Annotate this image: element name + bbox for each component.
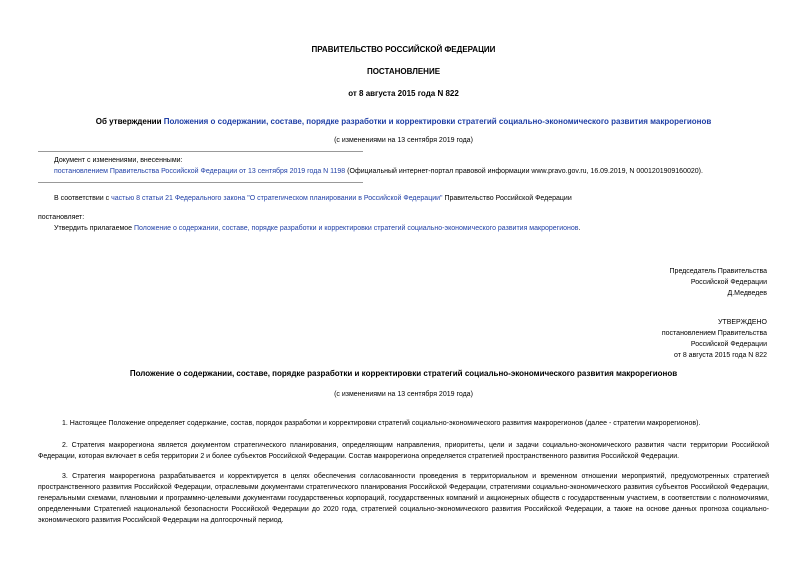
approved-country: Российской Федерации: [690, 341, 767, 348]
regulation-paragraph-1: 1. Настоящее Положение определяет содержание, состав, порядок разработки и корректировки стратегий социально-экономического развития макрорегионов (далее - стратегии макрорегионов).: [62, 420, 701, 427]
government-heading: ПРАВИТЕЛЬСТВО РОССИЙСКОЙ ФЕДЕРАЦИИ: [311, 45, 496, 54]
changes-source: (Официальный интернет-портал правовой информации www.pravo.gov.ru, 16.09.2019, N 0001201909160020).: [345, 168, 703, 175]
changes-line: [54, 168, 703, 175]
approved-date: от 8 августа 2015 года N 822: [673, 352, 767, 359]
decree-prefix: Утвердить прилагаемое: [54, 225, 135, 232]
signature-name: Д.Медведев: [727, 290, 767, 297]
changes-bottom-rule: [38, 182, 363, 183]
approved-stamp: УТВЕРЖДЕНО: [717, 319, 767, 326]
document-date: от 8 августа 2015 года N 822: [348, 89, 459, 98]
legal-basis: [54, 195, 572, 202]
document-title: [0, 117, 807, 126]
signature-position: Председатель Правительства: [669, 268, 767, 275]
changes-top-rule: [38, 151, 363, 152]
regulation-title: Положение о содержании, составе, порядке разработки и корректировки стратегий социально-экономического развития макрорегионов: [129, 369, 678, 378]
basis-suffix: Правительство Российской Федерации: [442, 195, 572, 202]
regulation-paragraph-3: 3. Стратегия макрорегиона разрабатывается и корректируется в целях обеспечения согласованности проведения в территориальном и временном отношении мероприятий, предусмотренных стратегией пространственного развития Российской Федерации, отраслевыми документами стратегического планирования Российской Федерации, стратегиями социально-экономического развития субъектов Российской Федерации, генеральными схемами, плановыми и программно-целевыми документами государственных корпораций, государственных компаний и акционерных обществ с государственным участием, в соответствии с полномочиями, определенными Стратегией национальной безопасности Российской Федерации до 2020 года, стратегией социально-экономического развития Российской Федерации, а также на основе данных прогноза социально-экономического развития Российской Федерации на долгосрочный период.: [38, 473, 769, 524]
regulation-paragraph-2: 2. Стратегия макрорегиона является документом стратегического планирования, определяющим направления, приоритеты, цели и задачи социально-экономического развития части территории Российской Федерации, которая включает в себя территории 2 и более субъектов Российской Федерации. Состав макрорегиона определяется стратегией пространственного развития Российской Федерации.: [38, 442, 769, 460]
title-regulation-link[interactable]: Положения о содержании, составе, порядке разработки и корректировки стратегий социально-экономического развития макрорегионов: [163, 117, 712, 126]
decree-word: постановляет:: [38, 214, 85, 221]
approved-by: постановлением Правительства: [661, 330, 767, 337]
signature-country: Российской Федерации: [690, 279, 767, 286]
decree-text: [54, 225, 580, 232]
document-type: ПОСТАНОВЛЕНИЕ: [366, 67, 441, 76]
decree-suffix: .: [578, 225, 581, 232]
federal-law-link[interactable]: частью 8 статьи 21 Федерального закона "О стратегическом планировании в Российской Федерации": [111, 195, 443, 202]
approved-regulation-link[interactable]: Положение о содержании, составе, порядке разработки и корректировки стратегий социально-экономического развития макрорегионов: [134, 225, 579, 232]
title-edition-note: (с изменениями на 13 сентября 2019 года): [334, 137, 473, 144]
basis-prefix: В соответствии с: [54, 195, 112, 202]
changes-decree-link[interactable]: постановлением Правительства Российской Федерации от 13 сентября 2019 года N 1198: [54, 168, 346, 175]
regulation-edition-note: (с изменениями на 13 сентября 2019 года): [334, 391, 473, 398]
title-prefix: Об утверждении: [95, 117, 164, 126]
changes-intro: Документ с изменениями, внесенными:: [54, 157, 183, 164]
